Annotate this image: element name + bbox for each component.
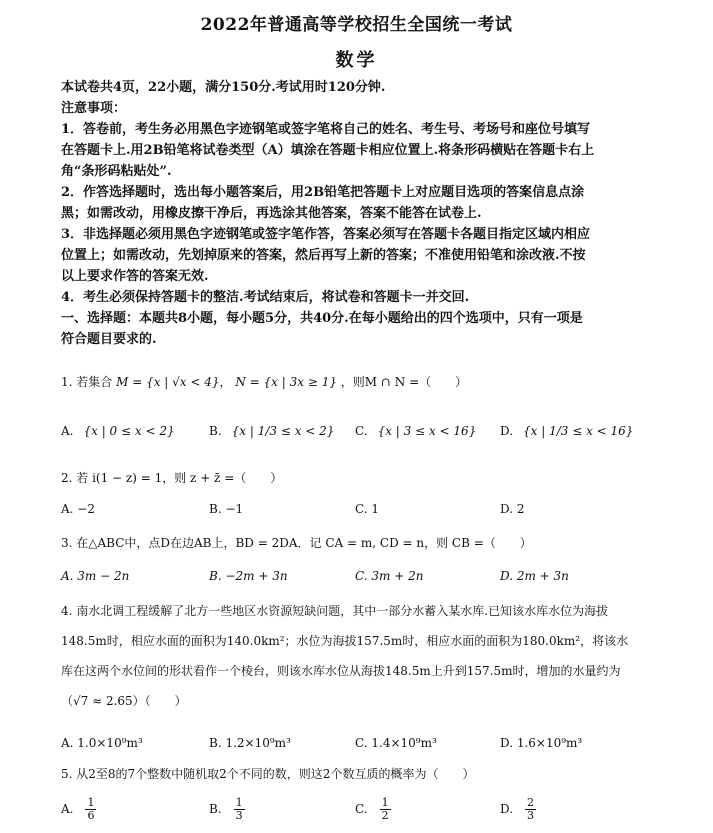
q4-line-2: 148.5m时，相应水面的面积为140.0km²；水位为海拔157.5m时，相应水面的面积为180.0km²，将该水 xyxy=(61,634,629,648)
q3-option-d: D. 2m + 3n xyxy=(500,569,569,583)
note-2-line-2: 黑；如需改动，用橡皮擦干净后，再选涂其他答案，答案不能答在试卷上. xyxy=(61,206,482,221)
note-3-line-1: 3．非选择题必须用黑色字迹钢笔或签字笔作答，答案必须写在答题卡各题目指定区域内相应 xyxy=(61,227,591,242)
instructions xyxy=(61,77,661,350)
question-4-stem xyxy=(61,596,661,716)
q2-option-d: D. 2 xyxy=(500,502,525,516)
question-1-stem: 1. 若集合 M = {x | √x < 4}， N = {x | 3x ≥ 1} ，则M ∩ N =（ ） xyxy=(61,375,468,389)
q1-option-c: C. {x | 3 ≤ x < 16} xyxy=(355,424,477,438)
q5-option-b-fraction: $\frac{1}{3}$ xyxy=(235,795,243,822)
q4-line-1: 4. 南水北调工程缓解了北方一些地区水资源短缺问题，其中一部分水蓄入某水库.已知该水库水位为海拔 xyxy=(61,604,609,618)
question-5-stem: 5. 从2至8的7个整数中随机取2个不同的数，则这2个数互质的概率为（ ） xyxy=(61,767,475,781)
q1-tail: ，则M ∩ N =（ ） xyxy=(340,375,468,389)
notice-title: 注意事项： xyxy=(61,101,127,116)
exam-subject: 数学 xyxy=(335,50,378,71)
note-1-line-3: 角“条形码粘贴处”. xyxy=(61,164,172,179)
q5-option-c-fraction: $\frac{1}{2}$ xyxy=(381,795,389,822)
q3-option-a: A. 3m − 2n xyxy=(61,569,130,583)
q5-option-a: A. $\frac{1}{6}$ xyxy=(61,795,95,822)
q4-option-b: B. 1.2×10⁹m³ xyxy=(209,736,291,750)
q2-option-b: B. −1 xyxy=(209,502,244,516)
q5-option-b: B. $\frac{1}{3}$ xyxy=(209,795,243,822)
q1-option-d: D. {x | 1/3 ≤ x < 16} xyxy=(500,424,634,438)
note-4: 4．考生必须保持答题卡的整洁.考试结束后，将试卷和答题卡一并交回. xyxy=(61,290,470,305)
q1-option-c-text: {x | 3 ≤ x < 16} xyxy=(377,424,477,438)
q1-option-b: B. {x | 1/3 ≤ x < 2} xyxy=(209,424,335,438)
note-3-line-2: 位置上；如需改动，先划掉原来的答案，然后再写上新的答案；不准使用铅笔和涂改液.不按 xyxy=(61,248,586,263)
q1-option-d-text: {x | 1/3 ≤ x < 16} xyxy=(523,424,634,438)
q1-option-a-text: {x | 0 ≤ x < 2} xyxy=(83,424,175,438)
q1-option-a: A. {x | 0 ≤ x < 2} xyxy=(61,424,175,438)
q4-option-d: D. 1.6×10⁹m³ xyxy=(500,736,583,750)
note-2-line-1: 2．作答选择题时，选出每小题答案后，用2B铅笔把答题卡上对应题目选项的答案信息点涂 xyxy=(61,185,585,200)
q5-option-c: C. $\frac{1}{2}$ xyxy=(355,795,389,822)
question-4-options xyxy=(61,728,661,758)
q3-option-b: B. −2m + 3n xyxy=(209,569,288,583)
question-1-options xyxy=(61,414,661,448)
exam-title: 2022年普通高等学校招生全国统一考试 xyxy=(200,15,513,35)
note-1-line-1: 1．答卷前，考生务必用黑色字迹钢笔或签字笔将自己的姓名、考生号、考场号和座位号填写 xyxy=(61,122,591,137)
question-2-options xyxy=(61,494,661,524)
question-3-stem: 3. 在△ABC中，点D在边AB上，BD = 2DA．记 CA = m, CD = n，则 CB =（ ） xyxy=(61,536,532,550)
q1-set-n: N = {x | 3x ≥ 1} xyxy=(235,375,337,389)
question-3-options xyxy=(61,561,661,591)
q1-set-m: M = {x | √x < 4} xyxy=(116,375,220,389)
q2-option-c: C. 1 xyxy=(355,502,380,516)
q2-option-a: A. −2 xyxy=(61,502,95,516)
q5-option-d: D. $\frac{2}{3}$ xyxy=(500,795,535,822)
note-1-line-2: 在答题卡上.用2B铅笔将试卷类型（A）填涂在答题卡相应位置上.将条形码横贴在答题卡右上 xyxy=(61,143,595,158)
question-5-options xyxy=(61,791,661,827)
paper-summary: 本试卷共4页，22小题，满分150分.考试用时120分钟. xyxy=(61,80,386,95)
question-2-stem: 2. 若 i(1 − z) = 1，则 z + z̄ =（ ） xyxy=(61,471,283,485)
note-3-line-3: 以上要求作答的答案无效. xyxy=(61,269,209,284)
section-heading-line-1: 一、选择题：本题共8小题，每小题5分，共40分.在每小题给出的四个选项中，只有一项是 xyxy=(61,311,583,326)
q1-option-b-text: {x | 1/3 ≤ x < 2} xyxy=(231,424,335,438)
q4-option-c: C. 1.4×10⁹m³ xyxy=(355,736,437,750)
q4-line-3: 库在这两个水位间的形状看作一个棱台，则该水库水位从海拔148.5m上升到157.5m时，增加的水量约为 xyxy=(61,664,621,678)
q4-option-a: A. 1.0×10⁹m³ xyxy=(61,736,143,750)
q5-option-a-fraction: $\frac{1}{6}$ xyxy=(87,795,95,822)
q4-line-4: （√7 ≈ 2.65）（ ） xyxy=(61,694,187,708)
q5-option-d-fraction: $\frac{2}{3}$ xyxy=(527,795,535,822)
q1-prefix: 1. 若集合 xyxy=(61,375,113,389)
section-heading-line-2: 符合题目要求的. xyxy=(61,332,157,347)
q3-option-c: C. 3m + 2n xyxy=(355,569,424,583)
